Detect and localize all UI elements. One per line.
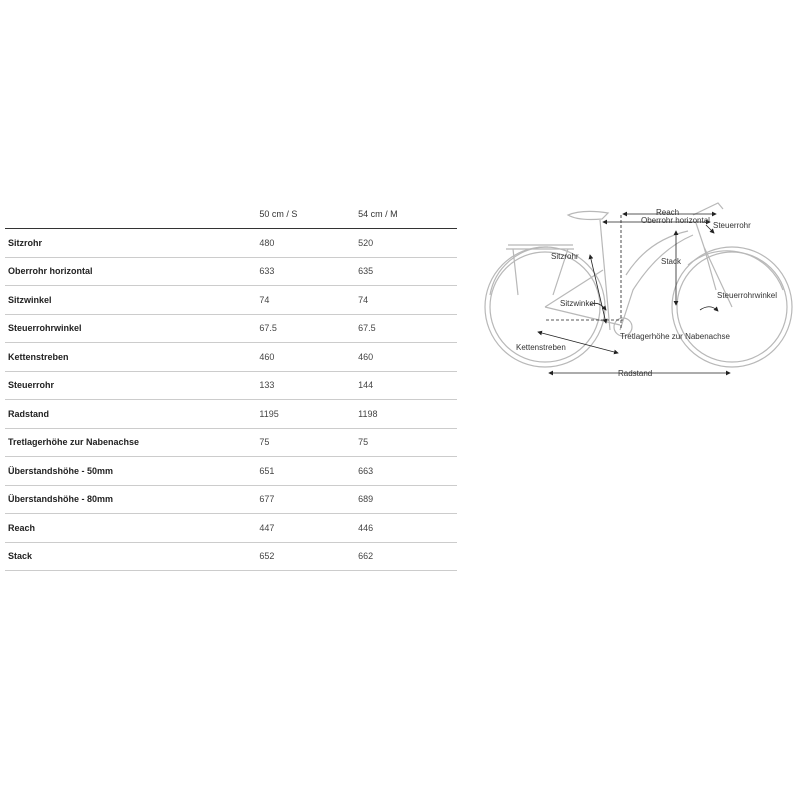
value-size-m: 635 (358, 257, 457, 286)
table-row (5, 343, 457, 372)
value-size-s: 651 (259, 457, 358, 486)
value-size-m: 144 (358, 371, 457, 400)
row-label: Radstand (5, 400, 259, 429)
value-size-m: 67.5 (358, 314, 457, 343)
value-size-s: 460 (259, 343, 358, 372)
row-label: Reach (5, 514, 259, 543)
table-row (5, 257, 457, 286)
row-label: Steuerrohrwinkel (5, 314, 259, 343)
value-size-s: 75 (259, 428, 358, 457)
row-label: Oberrohr horizontal (5, 257, 259, 286)
label-kettenstreben: Kettenstreben (516, 343, 566, 352)
label-oberrohr: Oberrohr horizontal (641, 216, 710, 225)
label-tretlager: Tretlagerhöhe zur Nabenachse (620, 332, 730, 341)
value-size-s: 74 (259, 286, 358, 315)
steuerrohrwinkel-arc (700, 307, 718, 311)
top-tube (626, 231, 688, 275)
saddle (568, 211, 608, 219)
value-size-m: 520 (358, 229, 457, 258)
value-size-m: 663 (358, 457, 457, 486)
table-row (5, 542, 457, 571)
label-sitzwinkel: Sitzwinkel (560, 299, 596, 308)
table-row (5, 371, 457, 400)
row-label: Überstandshöhe - 80mm (5, 485, 259, 514)
value-size-s: 633 (259, 257, 358, 286)
table-row (5, 514, 457, 543)
label-sitzrohr: Sitzrohr (551, 252, 579, 261)
row-label: Stack (5, 542, 259, 571)
value-size-s: 67.5 (259, 314, 358, 343)
bike-geometry-diagram (478, 195, 800, 395)
value-size-m: 75 (358, 428, 457, 457)
label-stack: Stack (661, 257, 682, 266)
table-row (5, 314, 457, 343)
table-row (5, 428, 457, 457)
row-label: Sitzrohr (5, 229, 259, 258)
row-label: Kettenstreben (5, 343, 259, 372)
value-size-s: 133 (259, 371, 358, 400)
value-size-m: 662 (358, 542, 457, 571)
table-row (5, 286, 457, 315)
label-steuerrohrwinkel: Steuerrohrwinkel (717, 291, 778, 300)
value-size-m: 446 (358, 514, 457, 543)
value-size-m: 1198 (358, 400, 457, 429)
table-row (5, 400, 457, 429)
value-size-s: 447 (259, 514, 358, 543)
column-header-size-s: 50 cm / S (259, 200, 358, 229)
table-row (5, 229, 457, 258)
column-header-label (5, 200, 259, 229)
label-reach: Reach (656, 208, 680, 217)
value-size-s: 480 (259, 229, 358, 258)
value-size-s: 652 (259, 542, 358, 571)
down-tube (620, 235, 693, 330)
table-row (5, 485, 457, 514)
front-mudguard (688, 251, 783, 290)
row-label: Überstandshöhe - 50mm (5, 457, 259, 486)
value-size-m: 689 (358, 485, 457, 514)
value-size-m: 460 (358, 343, 457, 372)
label-radstand: Radstand (618, 369, 653, 378)
label-steuerrohr: Steuerrohr (713, 221, 751, 230)
table-header-row (5, 200, 457, 229)
value-size-m: 74 (358, 286, 457, 315)
geometry-table (5, 200, 457, 571)
column-header-size-m: 54 cm / M (358, 200, 457, 229)
row-label: Steuerrohr (5, 371, 259, 400)
row-label: Sitzwinkel (5, 286, 259, 315)
rear-mudguard (490, 247, 548, 295)
value-size-s: 677 (259, 485, 358, 514)
table-row (5, 457, 457, 486)
handlebar (693, 203, 723, 215)
value-size-s: 1195 (259, 400, 358, 429)
row-label: Tretlagerhöhe zur Nabenachse (5, 428, 259, 457)
